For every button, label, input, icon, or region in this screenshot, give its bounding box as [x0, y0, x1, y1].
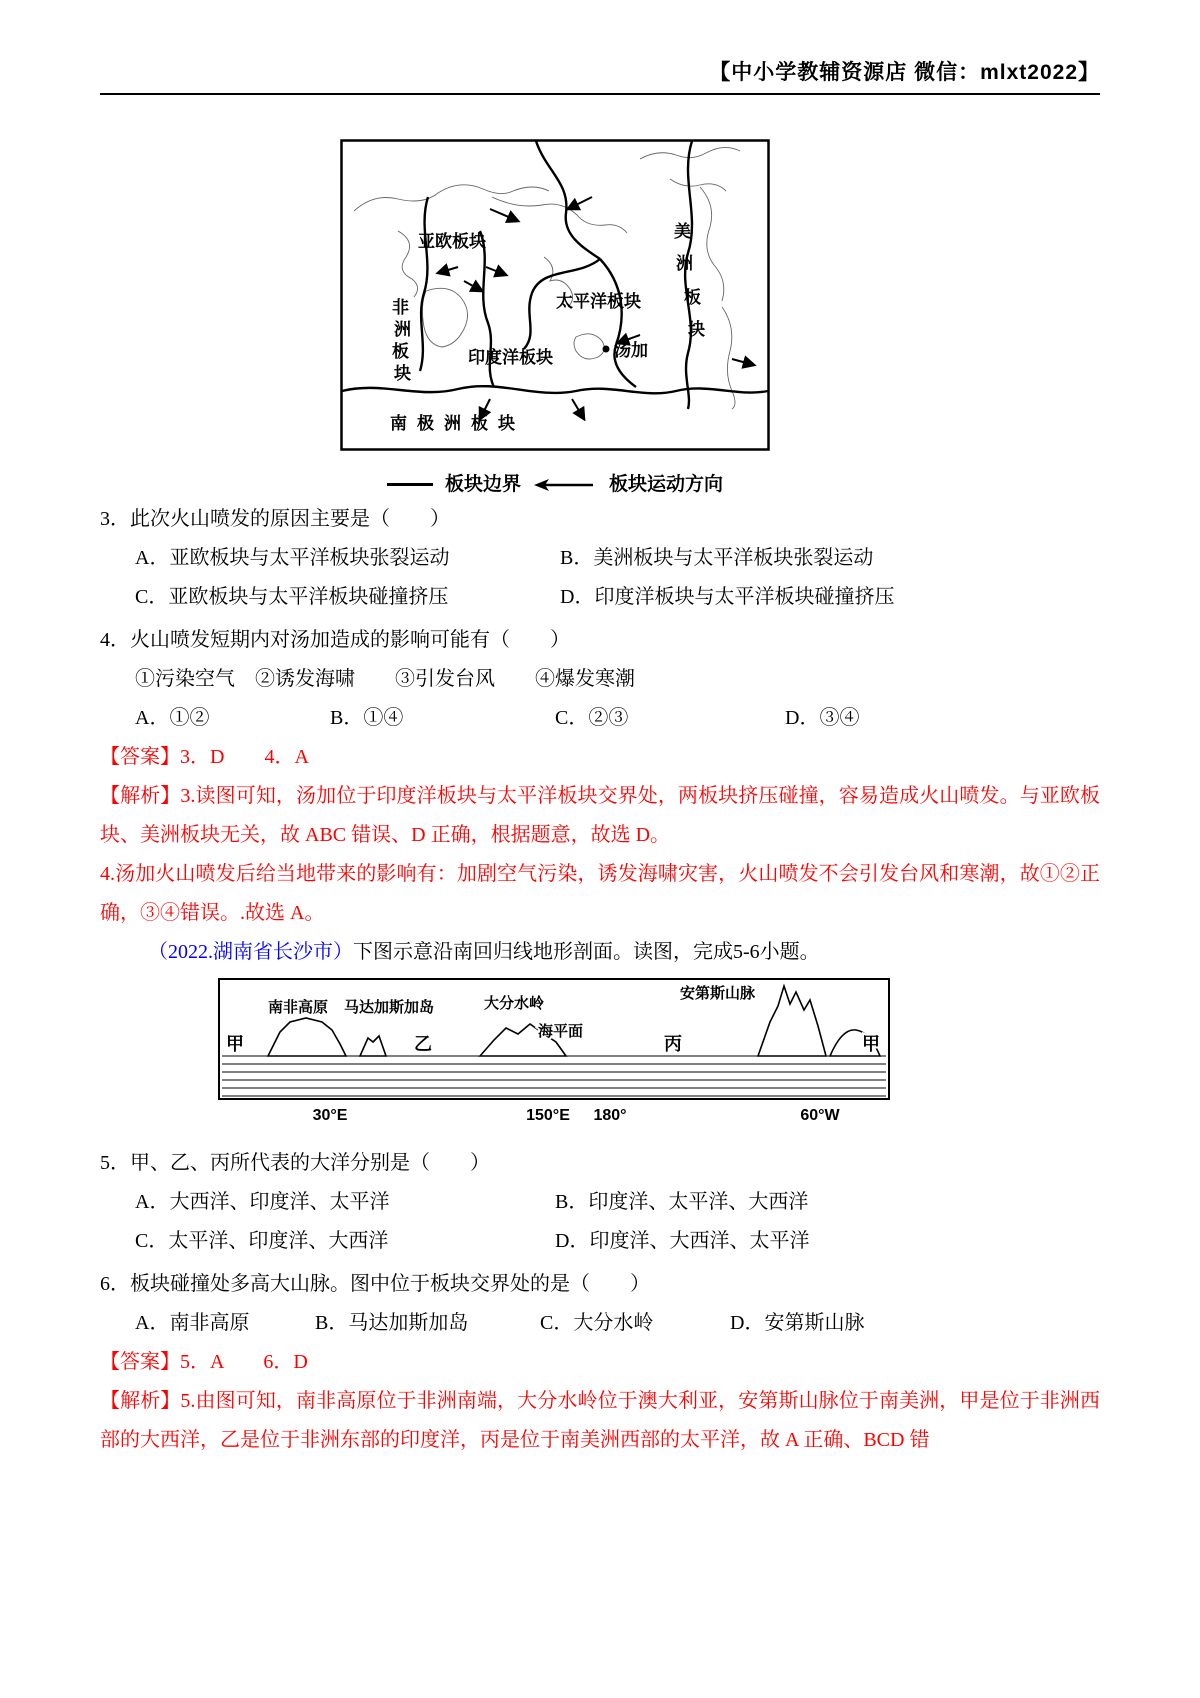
analysis-3 — [100, 777, 1100, 855]
question-6-stem: 6．板块碰撞处多高大山脉。图中位于板块交界处的是（ ） — [100, 1273, 650, 1295]
question-3-stem: 3．此次火山喷发的原因主要是（ ） — [100, 508, 450, 530]
analysis-5 — [100, 1382, 1100, 1460]
q6-option-b: B．马达加斯加岛 — [315, 1312, 469, 1334]
axis-60w: 60°W — [800, 1107, 840, 1124]
section-2-intro-line — [100, 933, 1100, 972]
question-6-options — [100, 1304, 1100, 1343]
section-2-intro-text: 下图示意沿南回归线地形剖面。读图，完成5-6小题。 — [353, 941, 820, 963]
label-andes: 安第斯山脉 — [680, 985, 756, 1002]
label-indian-plate: 印度洋板块 — [468, 348, 553, 367]
q3-option-a: A．亚欧板块与太平洋板块张裂运动 — [135, 547, 450, 569]
terrain-profile-figure — [218, 978, 890, 1140]
label-yi: 乙 — [414, 1034, 432, 1054]
map-border — [342, 141, 769, 450]
svg-text:块: 块 — [688, 320, 705, 339]
q4-option-a: A．①② — [135, 707, 210, 729]
analysis-4: 4.汤加火山喷发后给当地带来的影响有：加剧空气污染，诱发海啸灾害，火山喷发不会引发台风和寒潮，故①②正确，③④错误。.故选 A。 — [100, 863, 1100, 924]
label-antarctic-plate: 南极洲板块 — [390, 414, 525, 433]
q3-option-c: C．亚欧板块与太平洋板块碰撞挤压 — [135, 586, 449, 608]
q6-option-c: C．大分水岭 — [540, 1312, 654, 1334]
svg-text:块: 块 — [394, 364, 411, 383]
question-4-options — [100, 699, 1100, 738]
axis-150e: 150°E — [526, 1107, 570, 1124]
svg-text:板: 板 — [684, 288, 701, 307]
map-legend — [340, 475, 770, 494]
label-jia-left: 甲 — [226, 1034, 244, 1054]
analysis-label: 【解析】 — [100, 785, 181, 807]
answer-3-4 — [100, 738, 1100, 777]
svg-text:洲: 洲 — [676, 254, 693, 273]
tonga-dot — [603, 346, 610, 353]
svg-text:美: 美 — [674, 222, 691, 241]
store-info-text: 【中小学教辅资源店 微信：mlxt2022】 — [709, 61, 1100, 84]
axis-180: 180° — [593, 1107, 627, 1124]
analysis-5-text: 5.由图可知，南非高原位于非洲南端，大分水岭位于澳大利亚，安第斯山脉位于南美洲，甲是位于非洲西部的大西洋，乙是位于非洲东部的印度洋，丙是位于南美洲西部的太平洋，故 A 正确、BCD 错 — [100, 1390, 1101, 1451]
q5-option-b: B．印度洋、太平洋、大西洋 — [555, 1191, 809, 1213]
label-pacific-plate: 太平洋板块 — [556, 292, 641, 311]
label-jia-right: 甲 — [862, 1034, 880, 1054]
answer-label-2: 【答案】 — [100, 1351, 180, 1373]
legend-boundary-label: 板块边界 — [444, 474, 521, 495]
q3-option-b: B．美洲板块与太平洋板块张裂运动 — [560, 547, 874, 569]
q4-option-b: B．①④ — [330, 707, 404, 729]
q5-option-a: A．大西洋、印度洋、太平洋 — [135, 1191, 390, 1213]
q4-option-c: C．②③ — [555, 707, 629, 729]
label-tonga: 汤加 — [614, 341, 648, 360]
question-5-options — [100, 1183, 1100, 1261]
q3-option-d: D．印度洋板块与太平洋板块碰撞挤压 — [560, 586, 895, 608]
svg-text:板: 板 — [392, 342, 409, 361]
q6-option-a: A．南非高原 — [135, 1312, 250, 1334]
plate-map — [340, 139, 770, 451]
plate-map-figure — [340, 139, 770, 494]
q5-option-d: D．印度洋、大西洋、太平洋 — [555, 1230, 810, 1252]
q5-option-c: C．太平洋、印度洋、大西洋 — [135, 1230, 389, 1252]
analysis-label-2: 【解析】 — [100, 1390, 181, 1412]
label-madagascar: 马达加斯加岛 — [344, 999, 435, 1016]
movement-direction-arrow-icon — [533, 478, 597, 492]
plate-boundary-symbol — [387, 483, 433, 486]
label-south-africa-plateau: 南非高原 — [268, 999, 329, 1016]
analysis-3-text: 3.读图可知，汤加位于印度洋板块与太平洋板块交界处，两板块挤压碰撞，容易造成火山喷发。与亚欧板块、美洲板块无关，故 ABC 错误、D 正确，根据题意，故选 D。 — [100, 785, 1101, 846]
terrain-profile — [218, 978, 890, 1126]
label-sea-level: 海平面 — [538, 1023, 584, 1040]
svg-text:非: 非 — [392, 298, 409, 317]
label-eurasian-plate: 亚欧板块 — [418, 232, 486, 251]
answer-3-4-text: 3．D 4．A — [180, 746, 309, 768]
answer-label: 【答案】 — [100, 746, 180, 768]
answer-5-6 — [100, 1343, 1100, 1382]
label-great-dividing-range: 大分水岭 — [484, 995, 545, 1012]
q4-option-d: D．③④ — [785, 707, 860, 729]
q6-option-d: D．安第斯山脉 — [730, 1312, 865, 1334]
label-bing: 丙 — [664, 1034, 682, 1054]
question-4-stem: 4．火山喷发短期内对汤加造成的影响可能有（ ） — [100, 629, 570, 651]
answer-5-6-text: 5．A 6．D — [180, 1351, 308, 1373]
page-header — [0, 0, 1200, 95]
header-divider — [100, 93, 1100, 95]
question-4-items: ①污染空气 ②诱发海啸 ③引发台风 ④爆发寒潮 — [135, 668, 635, 690]
legend-direction-label: 板块运动方向 — [609, 474, 724, 495]
question-5-stem: 5．甲、乙、丙所代表的大洋分别是（ ） — [100, 1152, 490, 1174]
exam-source: （2022.湖南省长沙市） — [148, 941, 353, 963]
document-content — [0, 139, 1200, 1460]
axis-30e: 30°E — [312, 1107, 348, 1124]
question-3-options — [100, 539, 1100, 617]
svg-text:洲: 洲 — [394, 320, 411, 339]
